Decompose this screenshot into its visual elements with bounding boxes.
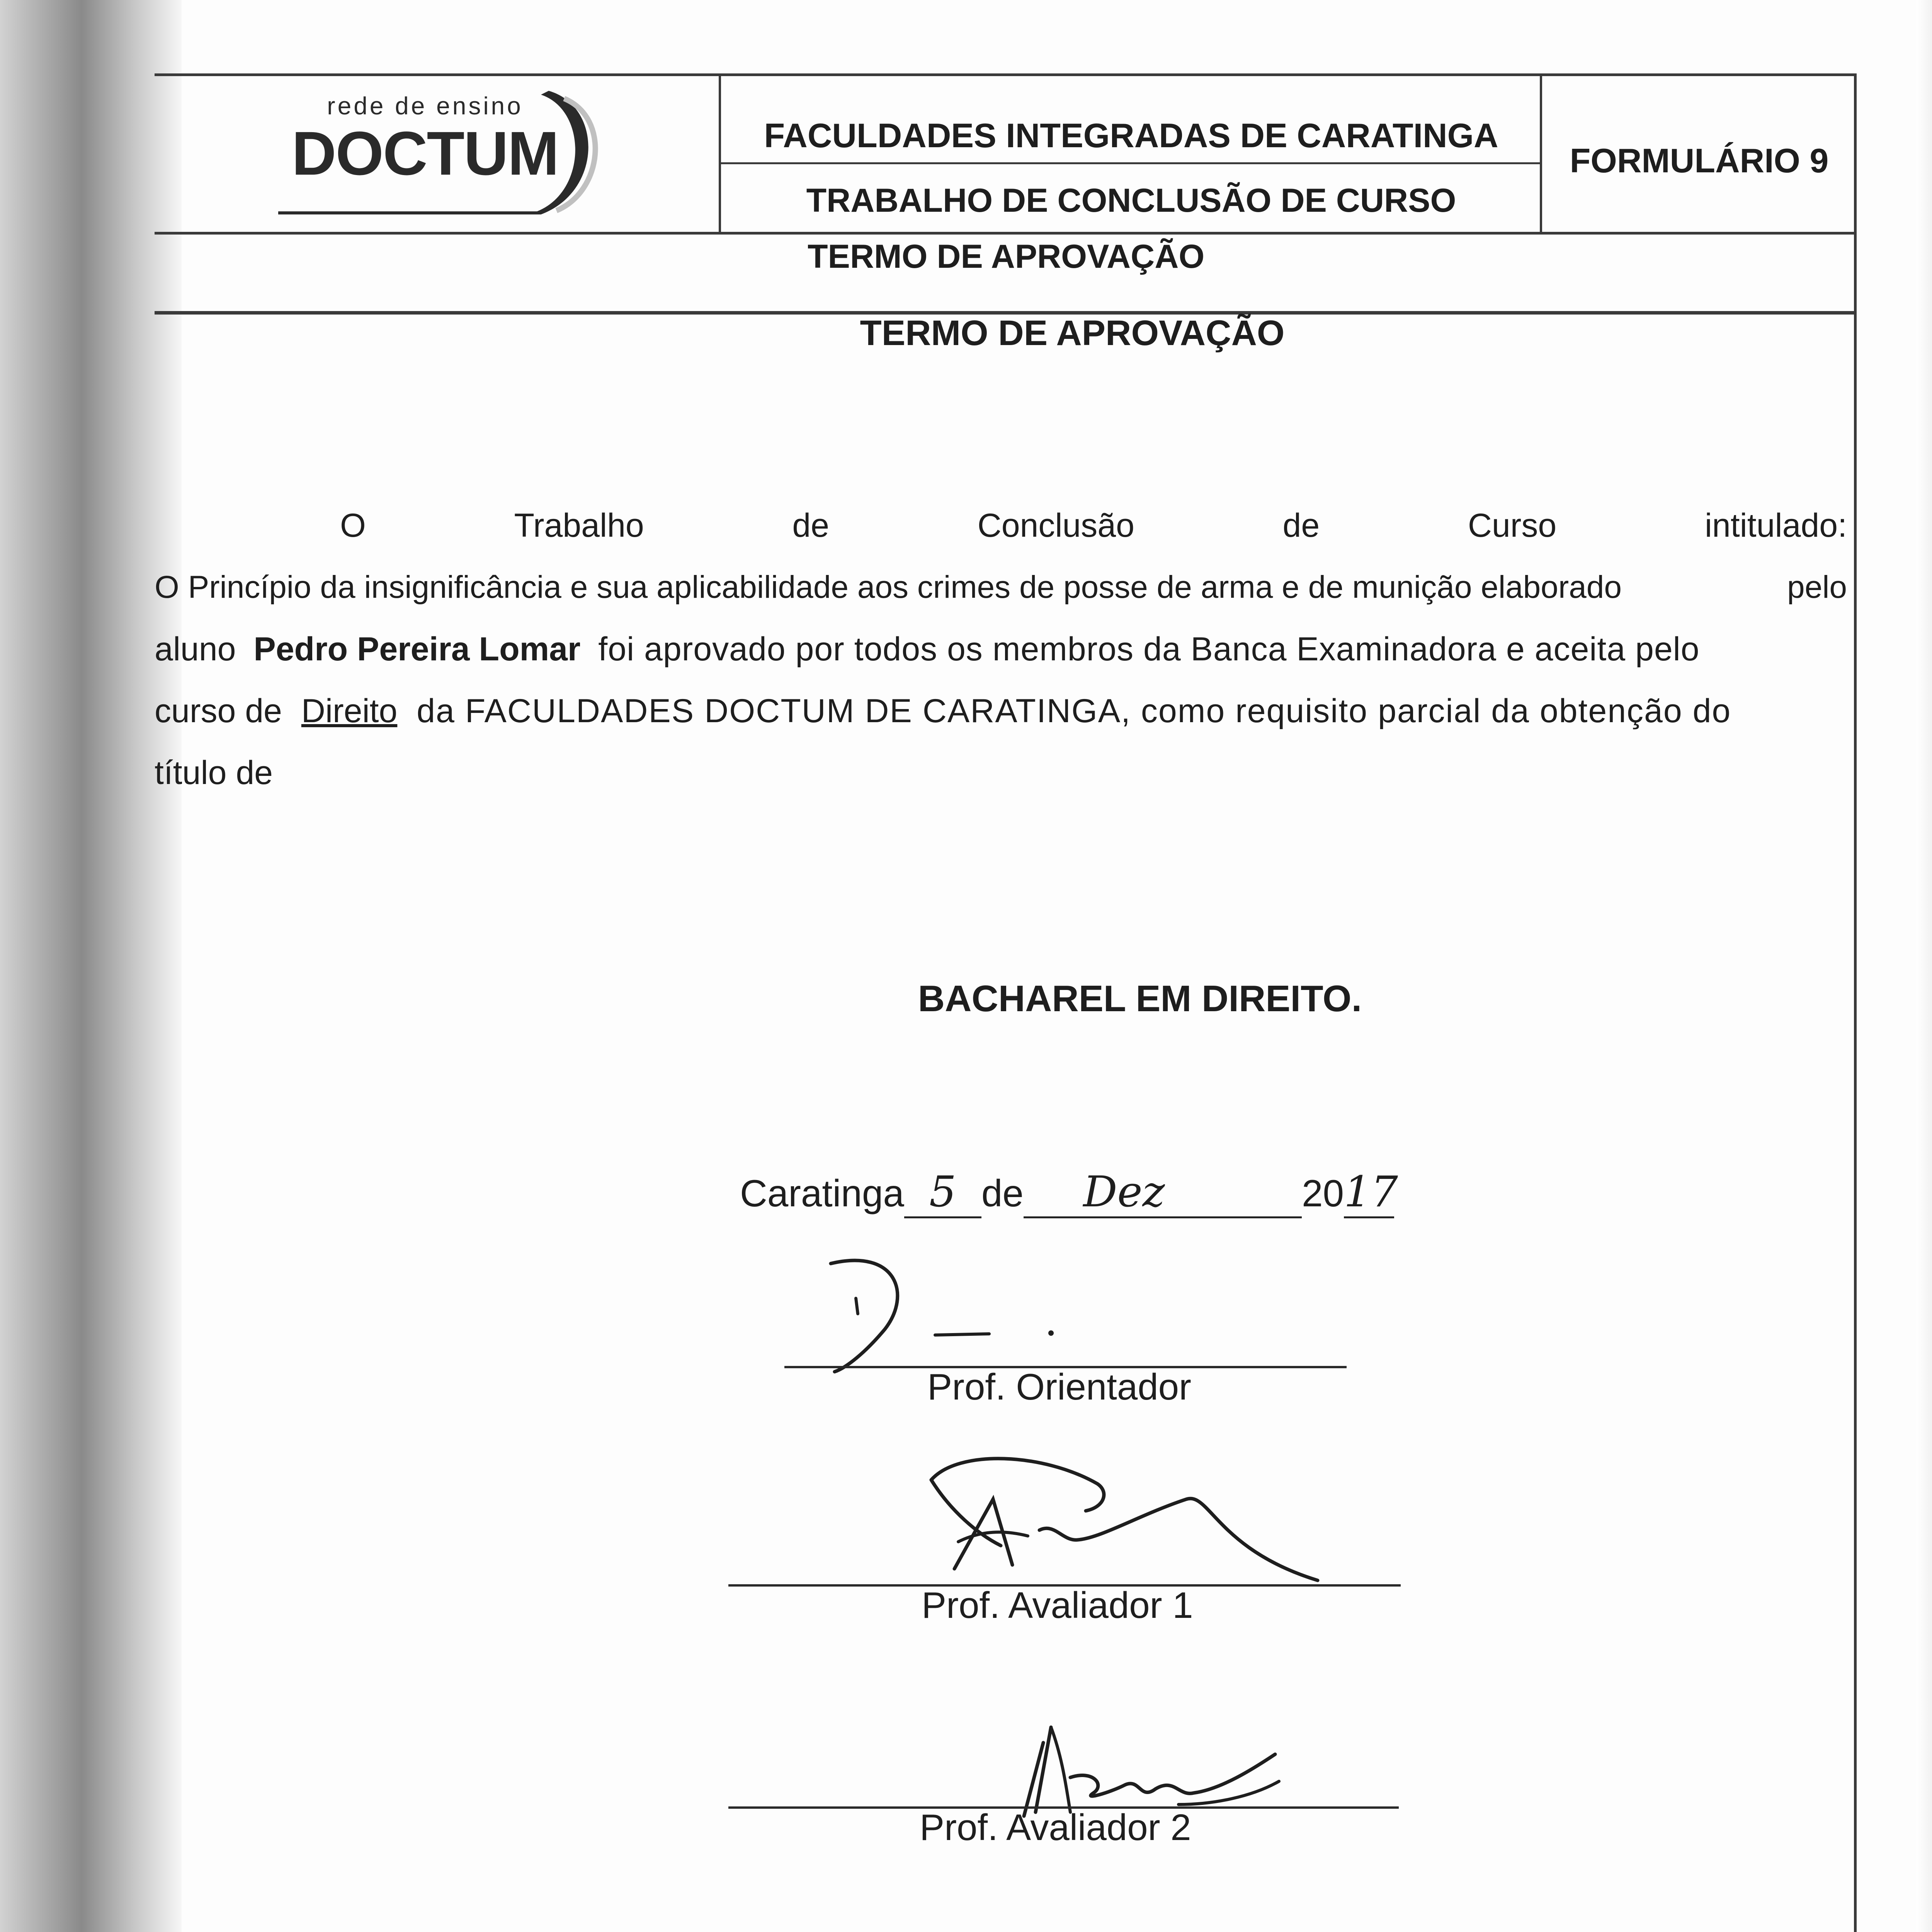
header-mid-rule <box>719 162 1542 164</box>
date-city: Caratinga <box>740 1172 904 1214</box>
header-divider <box>155 232 1857 235</box>
curso-de-text: curso de <box>155 692 282 730</box>
date-day-blank <box>904 1167 981 1218</box>
date-line <box>740 1167 1398 1218</box>
date-year-suffix: 17 <box>1344 1167 1398 1216</box>
pelo-word: pelo <box>1787 570 1847 605</box>
signature-label-avaliador-1: Prof. Avaliador 1 <box>922 1585 1193 1626</box>
aluno-word: aluno <box>155 631 236 668</box>
signature-label-avaliador-2: Prof. Avaliador 2 <box>920 1807 1191 1848</box>
institution-requirement-text: da FACULDADES DOCTUM DE CARATINGA, como requisito parcial da obtenção do <box>417 692 1731 730</box>
signature-avaliador-1-mark <box>916 1453 1333 1592</box>
intro-word: de <box>1282 507 1320 544</box>
titulo-de-text: título de <box>155 754 273 791</box>
date-day: 5 <box>929 1167 956 1216</box>
logo-tagline: rede de ensino <box>327 92 523 120</box>
header-col-divider-1 <box>719 73 721 233</box>
form-title: TERMO DE APROVAÇÃO <box>808 238 1205 275</box>
date-month-blank <box>1024 1167 1302 1218</box>
intro-word: Curso <box>1468 507 1557 544</box>
doctum-logo <box>270 75 618 230</box>
date-month: Dez <box>1083 1167 1165 1216</box>
student-name: Pedro Pereira Lomar <box>253 631 581 668</box>
course-name: Direito <box>301 692 398 730</box>
page-edge-shadow <box>1917 0 1932 1932</box>
intro-line <box>340 495 1847 556</box>
intro-word: O <box>340 507 366 544</box>
degree-title: BACHAREL EM DIREITO. <box>918 978 1362 1019</box>
intro-word: de <box>792 507 829 544</box>
paragraph-line-3 <box>155 618 1847 680</box>
paragraph-line-5 <box>155 742 1847 804</box>
program-name: TRABALHO DE CONCLUSÃO DE CURSO <box>806 182 1456 219</box>
form-number: FORMULÁRIO 9 <box>1570 141 1829 180</box>
intro-words <box>340 495 1847 556</box>
approval-text: foi aprovado por todos os membros da Banca Examinadora e aceita pelo <box>598 631 1700 668</box>
logo-brand: DOCTUM <box>291 119 559 188</box>
intro-word: intitulado: <box>1704 507 1847 544</box>
date-year-blank <box>1344 1167 1398 1218</box>
date-year-prefix: 20 <box>1301 1172 1344 1214</box>
paragraph-line-2 <box>155 556 1847 618</box>
paragraph-line-4 <box>155 680 1847 742</box>
signature-label-orientador: Prof. Orientador <box>927 1366 1191 1408</box>
intro-word: Conclusão <box>977 507 1134 544</box>
intro-word: Trabalho <box>514 507 644 544</box>
document-title: TERMO DE APROVAÇÃO <box>860 313 1285 353</box>
date-connector: de <box>981 1172 1024 1214</box>
institution-name: FACULDADES INTEGRADAS DE CARATINGA <box>764 116 1498 155</box>
thesis-title: O Princípio da insignificância e sua aplicabilidade aos crimes de posse de arma e de munição elaborado <box>155 570 1622 605</box>
